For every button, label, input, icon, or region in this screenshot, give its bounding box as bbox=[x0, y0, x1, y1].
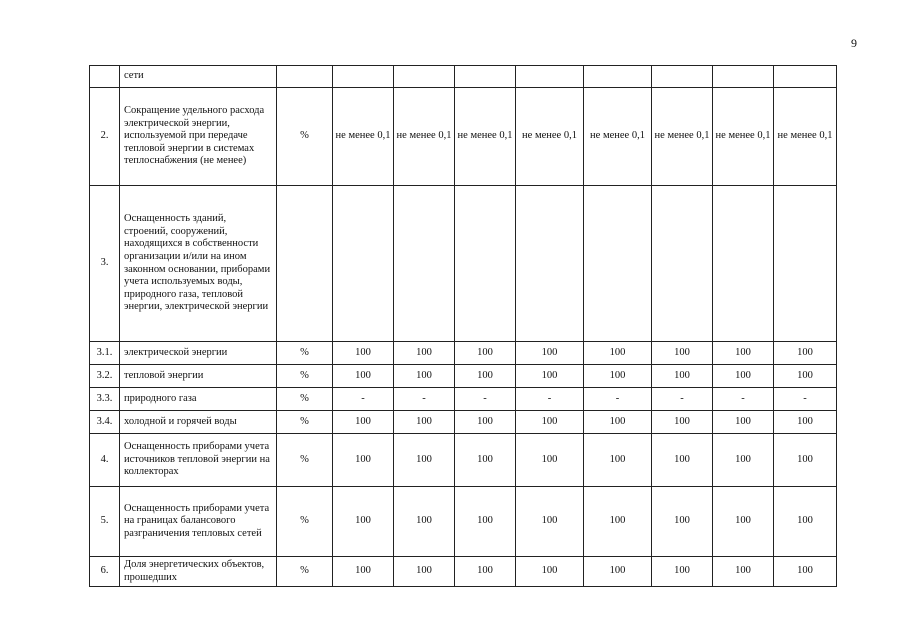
indicator-name-cell: Оснащенность приборами учета источников тепловой энергии на коллекторах bbox=[120, 434, 277, 487]
row-number-cell: 3.1. bbox=[90, 342, 120, 365]
value-cell: 100 bbox=[333, 487, 394, 557]
row-number-cell: 2. bbox=[90, 88, 120, 186]
value-cell: 100 bbox=[652, 365, 713, 388]
indicator-name-cell: Оснащенность зданий, строений, сооружений, находящихся в собственности организации и/или на ином законном основании, приборами учета используемых воды, природного газа, тепловой энергии, электрической энергии bbox=[120, 186, 277, 342]
value-cell: 100 bbox=[652, 342, 713, 365]
value-cell: 100 bbox=[333, 434, 394, 487]
value-cell: - bbox=[584, 388, 652, 411]
indicator-name-cell: тепловой энергии bbox=[120, 365, 277, 388]
value-cell: не менее 0,1 bbox=[394, 88, 455, 186]
value-cell: 100 bbox=[516, 342, 584, 365]
row-number-cell: 3.3. bbox=[90, 388, 120, 411]
value-cell: 100 bbox=[333, 557, 394, 587]
table-row bbox=[90, 342, 837, 365]
row-number-cell: 3. bbox=[90, 186, 120, 342]
value-cell: - bbox=[333, 388, 394, 411]
table-row bbox=[90, 557, 837, 587]
indicator-name-cell: электрической энергии bbox=[120, 342, 277, 365]
value-cell: 100 bbox=[455, 411, 516, 434]
value-cell: 100 bbox=[584, 487, 652, 557]
value-cell: 100 bbox=[713, 365, 774, 388]
value-cell: 100 bbox=[394, 434, 455, 487]
value-cell: 100 bbox=[333, 342, 394, 365]
value-cell: 100 bbox=[713, 434, 774, 487]
unit-cell bbox=[277, 66, 333, 88]
indicator-name-cell: Оснащенность приборами учета на границах балансового разграничения тепловых сетей bbox=[120, 487, 277, 557]
indicator-name-cell: природного газа bbox=[120, 388, 277, 411]
value-cell: 100 bbox=[713, 342, 774, 365]
value-cell: 100 bbox=[652, 434, 713, 487]
unit-cell: % bbox=[277, 342, 333, 365]
value-cell bbox=[713, 186, 774, 342]
value-cell: - bbox=[713, 388, 774, 411]
value-cell: 100 bbox=[652, 487, 713, 557]
value-cell: 100 bbox=[713, 557, 774, 587]
value-cell: не менее 0,1 bbox=[333, 88, 394, 186]
value-cell bbox=[774, 186, 837, 342]
table-row bbox=[90, 487, 837, 557]
value-cell bbox=[394, 186, 455, 342]
value-cell bbox=[333, 66, 394, 88]
value-cell: 100 bbox=[455, 557, 516, 587]
page-number: 9 bbox=[851, 36, 857, 50]
value-cell: 100 bbox=[713, 411, 774, 434]
value-cell: 100 bbox=[713, 487, 774, 557]
value-cell: 100 bbox=[774, 411, 837, 434]
table-row bbox=[90, 66, 837, 88]
value-cell: - bbox=[652, 388, 713, 411]
value-cell bbox=[516, 186, 584, 342]
value-cell: не менее 0,1 bbox=[516, 88, 584, 186]
value-cell bbox=[584, 186, 652, 342]
indicator-name-cell: холодной и горячей воды bbox=[120, 411, 277, 434]
table-row bbox=[90, 411, 837, 434]
value-cell: 100 bbox=[394, 411, 455, 434]
value-cell bbox=[455, 66, 516, 88]
value-cell: - bbox=[516, 388, 584, 411]
row-number-cell: 4. bbox=[90, 434, 120, 487]
value-cell: 100 bbox=[394, 557, 455, 587]
value-cell bbox=[455, 186, 516, 342]
value-cell: 100 bbox=[455, 487, 516, 557]
value-cell: 100 bbox=[774, 365, 837, 388]
unit-cell: % bbox=[277, 557, 333, 587]
table-row bbox=[90, 388, 837, 411]
indicators-table bbox=[89, 65, 837, 587]
table-row bbox=[90, 186, 837, 342]
value-cell: не менее 0,1 bbox=[774, 88, 837, 186]
value-cell: 100 bbox=[455, 365, 516, 388]
unit-cell: % bbox=[277, 411, 333, 434]
value-cell: не менее 0,1 bbox=[584, 88, 652, 186]
row-number-cell: 5. bbox=[90, 487, 120, 557]
value-cell: 100 bbox=[516, 365, 584, 388]
value-cell: 100 bbox=[584, 434, 652, 487]
value-cell bbox=[713, 66, 774, 88]
unit-cell: % bbox=[277, 388, 333, 411]
value-cell: 100 bbox=[394, 342, 455, 365]
value-cell: 100 bbox=[774, 434, 837, 487]
table-row bbox=[90, 434, 837, 487]
value-cell: 100 bbox=[774, 487, 837, 557]
value-cell: не менее 0,1 bbox=[713, 88, 774, 186]
value-cell: 100 bbox=[455, 434, 516, 487]
row-number-cell: 6. bbox=[90, 557, 120, 587]
value-cell: 100 bbox=[333, 411, 394, 434]
value-cell bbox=[516, 66, 584, 88]
row-number-cell: 3.4. bbox=[90, 411, 120, 434]
value-cell: 100 bbox=[516, 434, 584, 487]
value-cell: - bbox=[774, 388, 837, 411]
value-cell bbox=[774, 66, 837, 88]
value-cell: 100 bbox=[516, 487, 584, 557]
value-cell: 100 bbox=[394, 365, 455, 388]
row-number-cell bbox=[90, 66, 120, 88]
indicator-name-cell: сети bbox=[120, 66, 277, 88]
value-cell: не менее 0,1 bbox=[455, 88, 516, 186]
value-cell: 100 bbox=[652, 557, 713, 587]
value-cell: - bbox=[394, 388, 455, 411]
value-cell: 100 bbox=[584, 365, 652, 388]
value-cell bbox=[652, 186, 713, 342]
value-cell: 100 bbox=[516, 557, 584, 587]
unit-cell: % bbox=[277, 434, 333, 487]
value-cell: - bbox=[455, 388, 516, 411]
table-row bbox=[90, 88, 837, 186]
unit-cell: % bbox=[277, 365, 333, 388]
unit-cell bbox=[277, 186, 333, 342]
value-cell: 100 bbox=[516, 411, 584, 434]
value-cell: 100 bbox=[584, 342, 652, 365]
value-cell: не менее 0,1 bbox=[652, 88, 713, 186]
unit-cell: % bbox=[277, 88, 333, 186]
value-cell: 100 bbox=[584, 411, 652, 434]
row-number-cell: 3.2. bbox=[90, 365, 120, 388]
value-cell: 100 bbox=[584, 557, 652, 587]
value-cell: 100 bbox=[652, 411, 713, 434]
value-cell: 100 bbox=[774, 557, 837, 587]
value-cell bbox=[652, 66, 713, 88]
table-row bbox=[90, 365, 837, 388]
value-cell: 100 bbox=[394, 487, 455, 557]
value-cell bbox=[584, 66, 652, 88]
value-cell: 100 bbox=[455, 342, 516, 365]
unit-cell: % bbox=[277, 487, 333, 557]
indicator-name-cell: Доля энергетических объектов, прошедших bbox=[120, 557, 277, 587]
value-cell bbox=[394, 66, 455, 88]
value-cell: 100 bbox=[333, 365, 394, 388]
value-cell: 100 bbox=[774, 342, 837, 365]
indicator-name-cell: Сокращение удельного расхода электрической энергии, используемой при передаче тепловой энергии в системах теплоснабжения (не менее) bbox=[120, 88, 277, 186]
value-cell bbox=[333, 186, 394, 342]
